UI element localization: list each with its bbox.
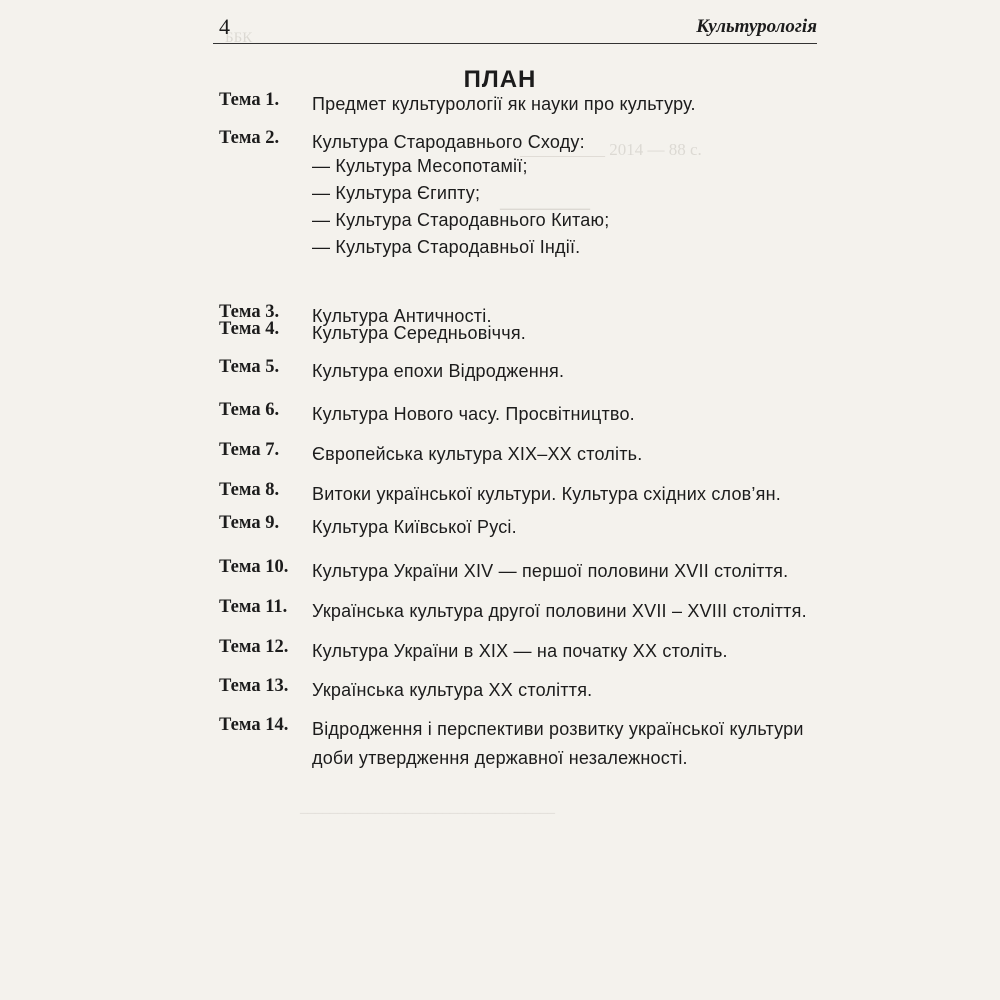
topic-text: Культура Античності. — [312, 306, 492, 326]
topic-label: Тема 5. — [219, 357, 280, 377]
plan-title: ПЛАН — [463, 66, 537, 93]
topic-text: Культура епохи Відродження. — [312, 361, 565, 381]
topic-label: Тема 10. — [219, 557, 289, 577]
topic-label: Тема 8. — [219, 480, 280, 500]
topic-label: Тема 7. — [219, 440, 280, 460]
topic-label: Тема 6. — [219, 400, 280, 420]
topic-text: Культура Середньовіччя. — [312, 323, 526, 343]
topic-label: Тема 1. — [219, 90, 280, 110]
topic-label: Тема 14. — [219, 715, 289, 735]
topic-subitem: — Культура Месопотамії; — [312, 156, 528, 176]
topic-text: Культура Нового часу. Просвітництво. — [312, 404, 635, 424]
show-through-text: ББК ________ — [225, 30, 316, 46]
topic-subitem: — Культура Стародавньої Індії. — [312, 237, 581, 257]
topic-text: Українська культура XX століття. — [312, 680, 593, 700]
show-through-text: _________ — [500, 190, 590, 212]
topic-label: Тема 3. — [219, 302, 280, 322]
topic-text: Культура Київської Русі. — [312, 517, 517, 537]
running-title: Культурологія — [696, 16, 817, 37]
topic-subitem: — Культура Єгипту; — [312, 183, 481, 203]
show-through-text: __________________________________ — [300, 800, 555, 816]
topic-label: Тема 13. — [219, 676, 289, 696]
topic-text: Європейська культура XIX–XX століть. — [312, 444, 643, 464]
topic-label: Тема 9. — [219, 513, 280, 533]
topic-text: Культура України XIV — першої половини XVII століття. — [312, 561, 789, 581]
topic-subitem: — Культура Стародавнього Китаю; — [312, 210, 610, 230]
topic-label: Тема 2. — [219, 128, 280, 148]
header-divider — [213, 43, 817, 44]
topic-text: Культура Стародавнього Сходу: — [312, 132, 585, 152]
topic-label: Тема 12. — [219, 637, 289, 657]
topic-text: Витоки української культури. Культура східних слов’ян. — [312, 484, 781, 504]
topic-label: Тема 4. — [219, 319, 280, 339]
page-number: 4 — [219, 14, 230, 39]
topic-text: Українська культура другої половини XVII – XVIII століття. — [312, 601, 807, 621]
show-through-text: __________ 2014 — 88 с. — [520, 140, 702, 159]
topic-text: Культура України в XIX — на початку XX століть. — [312, 641, 728, 661]
topic-text: Предмет культурології як науки про культуру. — [312, 94, 696, 114]
topic-text: Відродження і перспективи розвитку української культури доби утвердження державної незалежності. — [312, 719, 804, 768]
topic-label: Тема 11. — [219, 597, 288, 617]
